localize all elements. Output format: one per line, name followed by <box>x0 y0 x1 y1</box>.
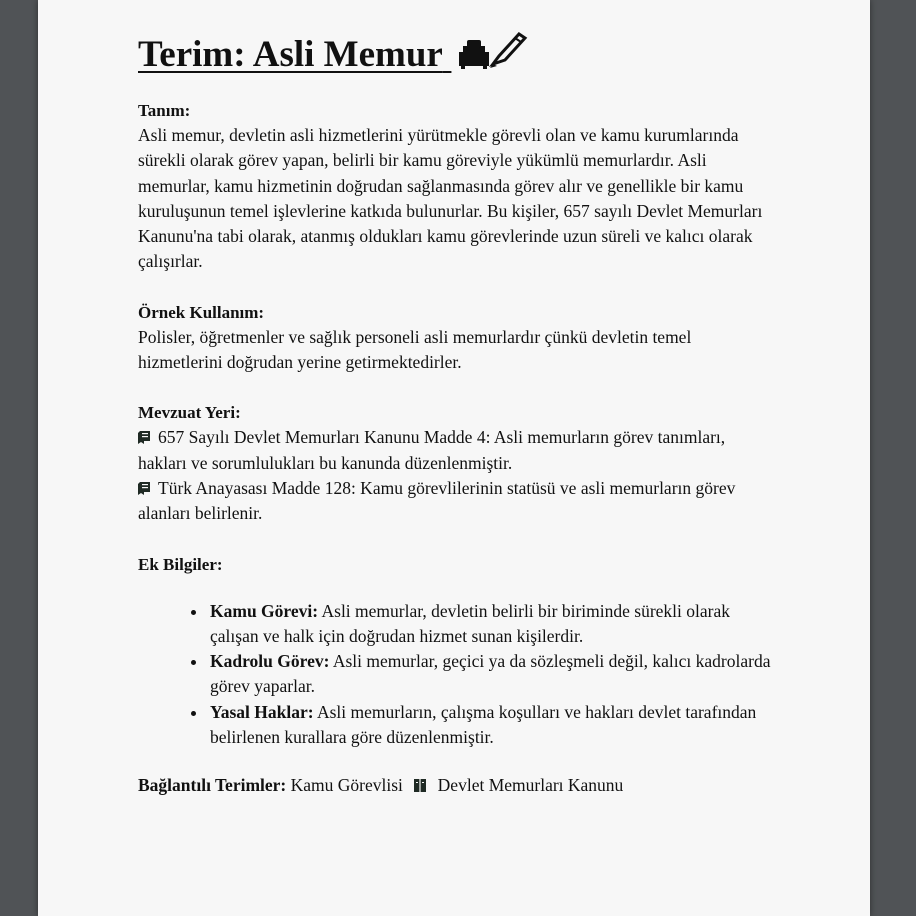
related-term: Kamu Görevlisi <box>290 775 403 796</box>
document-content <box>138 26 778 798</box>
title-text: Terim: Asli Memur <box>138 34 443 75</box>
scroll-icon <box>138 427 152 442</box>
list-item <box>208 599 778 650</box>
related-term: Devlet Memurları Kanunu <box>437 775 624 796</box>
legislation-item-text: 657 Sayılı Devlet Memurları Kanunu Madde 4: Asli memurların görev tanımları, hakları ve sorumlulukları bu kanunda düzenlenmiştir. <box>138 427 726 473</box>
scroll-icon <box>138 478 152 493</box>
document-page <box>38 0 870 916</box>
extra-section <box>138 552 778 751</box>
list-item-term: Kamu Görevi: <box>210 600 319 621</box>
definition-label: Tanım: <box>138 101 191 120</box>
list-item <box>208 649 778 700</box>
extra-list <box>138 599 778 751</box>
legislation-item <box>138 425 778 526</box>
legislation-section <box>138 400 778 526</box>
list-item-text: Asli memurların, çalışma koşulları ve hakları devlet tarafından belirlenen kurallara göre düzenlenmiştir. <box>210 701 757 748</box>
list-item-term: Yasal Haklar: <box>210 701 314 722</box>
related-terms <box>138 773 778 798</box>
example-label: Örnek Kullanım: <box>138 302 265 322</box>
example-text: Polisler, öğretmenler ve sağlık personeli asli memurlardır çünkü devletin temel hizmetlerini doğrudan yerine getirmektedirler. <box>138 326 692 373</box>
list-item-text: Asli memurlar, devletin belirli bir biriminde sürekli olarak çalışan ve halk için doğrudan hizmet sunan kişilerdir. <box>210 600 730 646</box>
definition-section <box>138 98 778 275</box>
list-item-term: Kadrolu Görev: <box>210 651 330 672</box>
legislation-item-text: Türk Anayasası Madde 128: Kamu görevlilerinin statüsü ve asli memurların görev alanları belirlenir. <box>138 477 736 524</box>
desk-pen-icon <box>457 30 537 88</box>
list-item-text: Asli memurlar, geçici ya da sözleşmeli değil, kalıcı kadrolarda görev yaparlar. <box>210 651 771 697</box>
extra-label: Ek Bilgiler: <box>138 554 223 574</box>
related-label: Bağlantılı Terimler: <box>138 775 287 796</box>
page-title <box>138 26 778 88</box>
list-item <box>208 700 778 751</box>
book-icon <box>413 775 427 790</box>
legislation-label: Mevzuat Yeri: <box>138 403 241 423</box>
definition-text: Asli memur, devletin asli hizmetlerini yürütmekle görevli olan ve kamu kurumlarında sürekli olarak görev yapan, belirli bir kamu göreviyle yükümlü memurlardır. Asli memurlar, kamu hizmetinin doğrudan sağlanmasında görev alır ve genellikle bir kamu kuruluşunun temel işlevlerine katkıda bulunurlar. Bu kişiler, 657 sayılı Devlet Memurları Kanunu'na tabi olarak, atanmış oldukları kamu görevlerinde uzun süreli ve kalıcı olarak çalışırlar. <box>138 125 763 272</box>
example-section <box>138 300 778 376</box>
